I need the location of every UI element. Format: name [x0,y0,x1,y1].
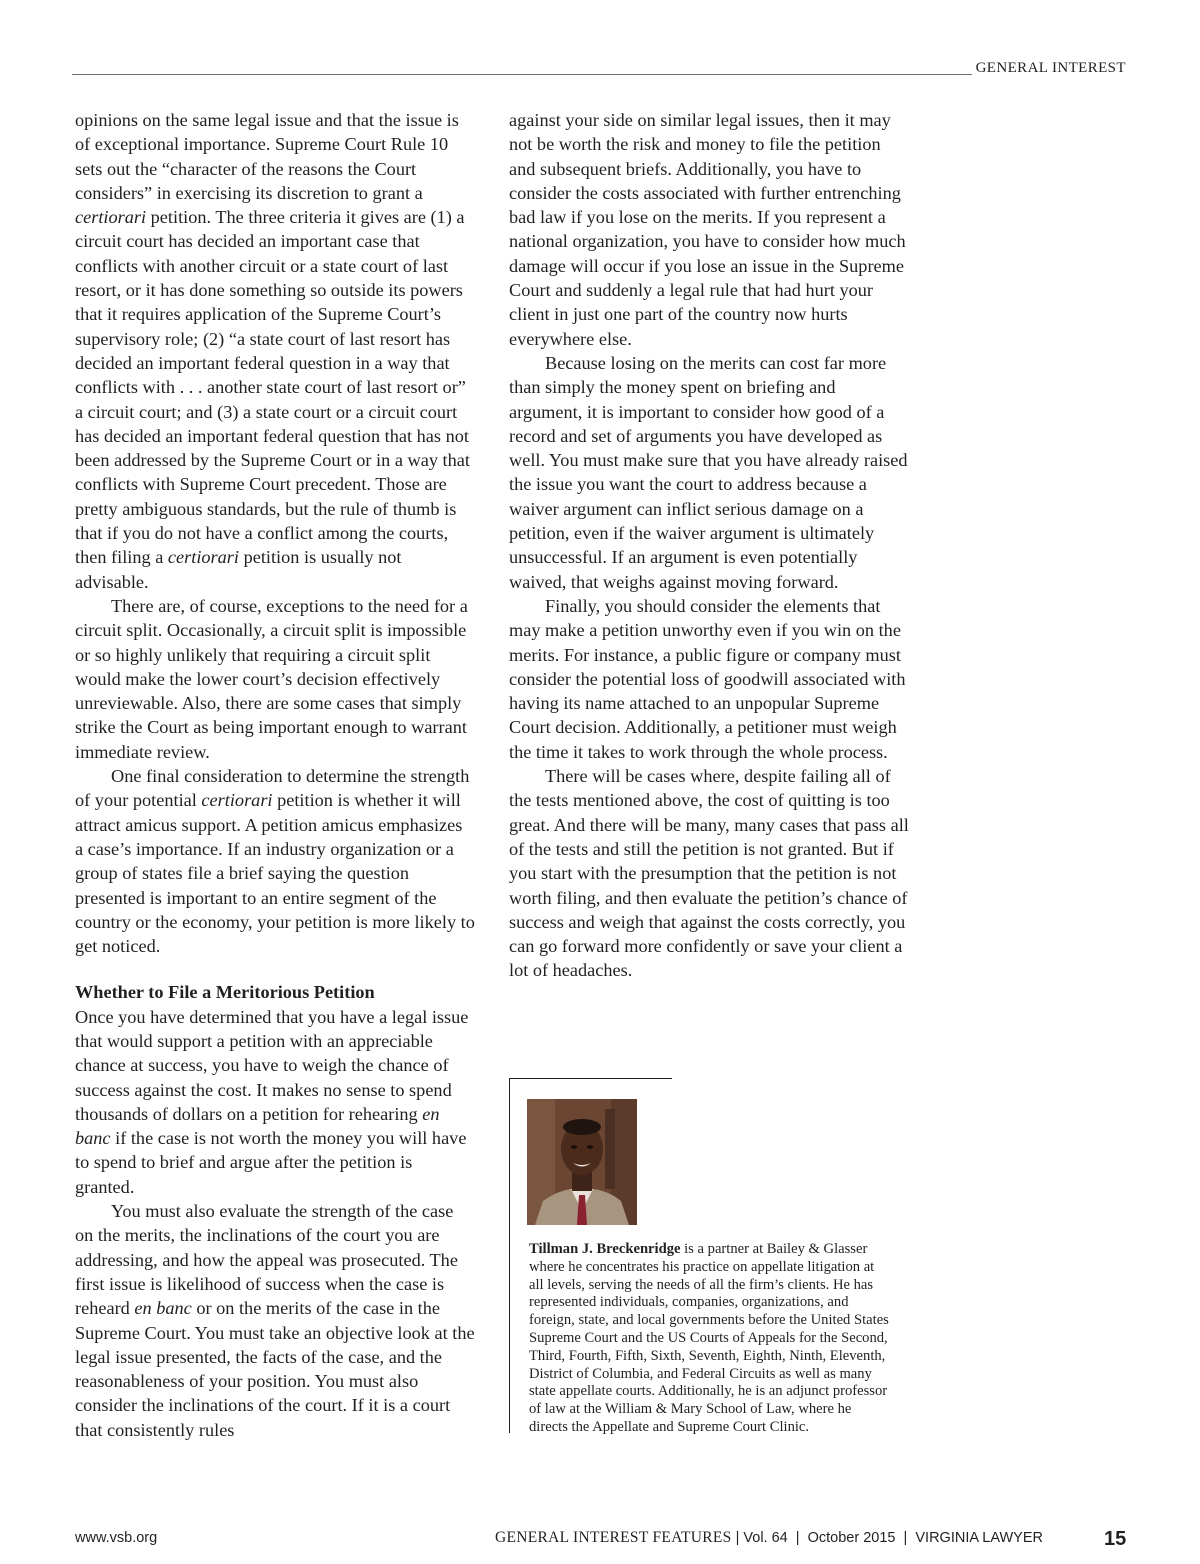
footer-volume: Vol. 64 [743,1530,788,1546]
italic-term: certiorari [167,547,239,568]
italic-term: en banc [134,1298,192,1319]
paragraph: Finally, you should consider the elements that may make a petition unworthy even if you win on the merits. For instance, a public figure or company must consider the potential loss of goodwill associated with having its name attached to an unpopular Supreme Court decision. Additionally, a petitioner must weigh the time it takes to work through the whole process. [509,595,906,762]
text-run: petition. The three criteria it gives are (1) a circuit court has decided an important case that conflicts with another circuit or a state court of last resort, or it has done something so outside its powers that it requires application of the Supreme Court’s supervisory role; (2) “a state court of last resort has decided an important federal question in a way that conflicts with . . . another state court of last resort or” a circuit court; and (3) a state court or a circuit court has decided an important federal question that has not been addressed by the Supreme Court or in a way that conflicts with Supreme Court precedent. Those are pretty ambiguous standards, but the rule of thumb is that if you do not have a conflict among the courts, then filing a [75,207,470,568]
text-run: petition is whether it will attract amicus support. A petition amicus emphasizes a case’s importance. If an industry organization or a group of states file a brief saying the question presented is important to an entire segment of the country or the economy, your petition is more likely to get noticed. [75,790,475,957]
author-photo [527,1099,637,1225]
author-portrait-image [527,1099,637,1225]
page-number: 15 [1104,1528,1127,1550]
text-run: or on the merits of the case in the Supreme Court. You must take an objective look at the legal issue presented, the facts of the case, and the reasonableness of your position. You must also consider the inclinations of the court. If it is a court that consistently rules [75,1298,475,1440]
paragraph [75,1199,475,1442]
italic-term: en banc [75,1103,440,1149]
paragraph: There are, of course, exceptions to the need for a circuit split. Occasionally, a circuit split is impossible or so highly unlikely that requiring a circuit split would make the lower court’s decision effectively unreviewable. Also, there are some cases that simply strike the Court as being important enough to warrant immediate review. [75,595,468,762]
footer-section: GENERAL INTEREST FEATURES [495,1529,732,1546]
footer-separator: | [895,1530,916,1546]
italic-term: certiorari [201,790,273,811]
footer-date: October 2015 [807,1530,896,1546]
text-run: You must also evaluate the strength of the case on the merits, the inclinations of the court you are addressing, and how the appeal was prosecuted. The first issue is likelihood of success when the case is reheard [75,1201,458,1319]
section-heading: Whether to File a Meritorious Petition [75,982,375,1003]
bio-top-rule [509,1078,672,1079]
text-run: opinions on the same legal issue and that the issue is of exceptional importance. Supreme Court Rule 10 sets out the “character of the reasons the Court considers” in exercising its discretion to grant a [75,110,459,203]
author-bio [529,1241,889,1437]
footer-url-link[interactable]: www.vsb.org [75,1530,158,1546]
paragraph: against your side on similar legal issues, then it may not be worth the risk and money to file the petition and subsequent briefs. Additionally, you have to consider the costs associated with further entrenching bad law if you lose on the merits. If you represent a national organization, you have to consider how much damage will occur if you lose an issue in the Supreme Court and suddenly a legal rule that had hurt your client in just one part of the country now hurts everywhere else. [509,110,906,349]
header-rule [72,74,972,75]
italic-term: certiorari [75,207,147,228]
section-spacer [75,958,475,980]
paragraph [75,764,475,958]
footer-publication-line [495,1529,1043,1547]
text-run: petition is usually not advisable. [75,547,402,592]
paragraph [75,108,475,594]
running-head: GENERAL INTEREST [975,60,1126,76]
footer-separator: | [731,1530,744,1546]
paragraph: Because losing on the merits can cost far more than simply the money spent on briefing and argument, it is important to consider how good of a record and set of arguments you have developed as well. You must make sure that you have already raised the issue you want the court to address because a waiver argument can inflict serious damage on a petition, even if the waiver argument is ultimately unsuccessful. If an argument is even potentially waived, that weighs against moving forward. [509,352,908,592]
author-name: Tillman J. Breckenridge [529,1241,681,1257]
bio-text: is a partner at Bailey & Glasser where he concentrates his practice on appellate litigation at all levels, serving the needs of all the firm’s clients. He has represented individuals, companies, organizations, and foreign, state, and local governments before the United States Supreme Court and the US Courts of Appeals for the Second, Third, Fourth, Fifth, Sixth, Seventh, Eighth, Ninth, Eleventh, District of Columbia, and Federal Circuits as well as many state appellate courts. Additionally, he is an adjunct professor of law at the William & Mary School of Law, where he directs the Appellate and Supreme Court Clinic. [529,1241,889,1435]
right-column [509,108,911,983]
paragraph [75,1005,475,1199]
text-run: if the case is not worth the money you will have to spend to brief and argue after the petition is granted. [75,1128,467,1197]
text-run: One final consideration to determine the strength of your potential [75,766,470,811]
footer-publication: VIRGINIA LAWYER [915,1530,1043,1546]
paragraph: There will be cases where, despite failing all of the tests mentioned above, the cost of quitting is too great. And there will be many, many cases that pass all of the tests and still the petition is not granted. But if you start with the presumption that the petition is not worth filing, and then evaluate the petition’s chance of success and weigh that against the costs correctly, you can go forward more confidently or save your client a lot of headaches. [509,766,909,981]
footer-separator: | [787,1530,808,1546]
text-run: Once you have determined that you have a legal issue that would support a petition with an appreciable chance at success, you have to weigh the chance of success against the cost. It makes no sense to spend thousands of dollars on a petition for rehearing [75,1006,469,1124]
bio-side-rule [509,1078,510,1433]
left-column [75,108,475,1442]
